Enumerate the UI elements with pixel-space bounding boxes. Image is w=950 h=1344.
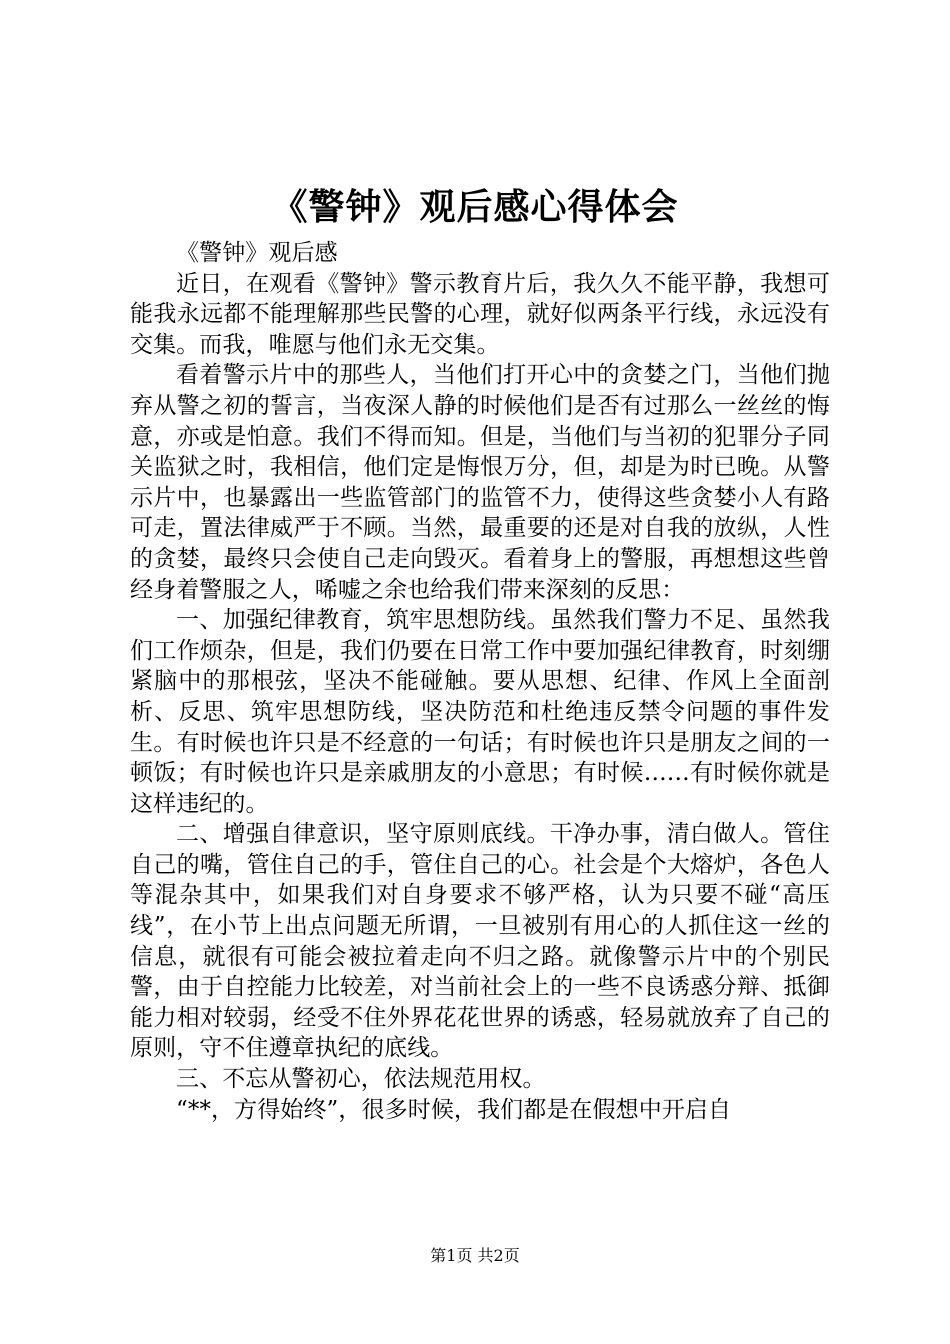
document-body [130,238,830,1125]
page-footer: 第1页 共2页 [430,1246,520,1265]
paragraph-reflection: 看着警示片中的那些人，当他们打开心中的贪婪之门，当他们抛弃从警之初的誓言，当夜深人静的时候他们是否有过那么一丝丝的悔意，亦或是怕意。我们不得而知。但是，当他们与当初的犯罪分子同关监狱之时，我相信，他们定是悔恨万分，但，却是为时已晚。从警示片中，也暴露出一些监管部门的监管不力，使得这些贪婪小人有路可走，置法律威严于不顾。当然，最重要的还是对自我的放纵，人性的贪婪，最终只会使自己走向毁灭。看着身上的警服，再想想这些曾经身着警服之人，唏嘘之余也给我们带来深刻的反思： [130,362,830,603]
paragraph-subtitle: 《警钟》观后感 [176,240,338,266]
paragraph-point-two: 二、增强自律意识，坚守原则底线。干净办事，清白做人。管住自己的嘴，管住自己的手，管住自己的心。社会是个大熔炉，各色人等混杂其中，如果我们对自身要求不够严格，认为只要不碰“高压线”，在小节上出点问题无所谓，一旦被别有用心的人抓住这一丝的信息，就很有可能会被拉着走向不归之路。就像警示片中的个别民警，由于自控能力比较差，对当前社会上的一些不良诱惑分辩、抵御能力相对较弱，经受不住外界花花世界的诱惑，轻易就放弃了自己的原则，守不住遵章执纪的底线。 [130,821,830,1062]
document-title: 《警钟》观后感心得体会 [271,186,679,228]
paragraph-point-three: 三、不忘从警初心，依法规范用权。 [176,1066,546,1093]
paragraph-intro: 近日，在观看《警钟》警示教育片后，我久久不能平静，我想可能我永远都不能理解那些民警的心理，就好似两条平行线，永远没有交集。而我，唯愿与他们永无交集。 [130,270,830,358]
paragraph-continued: “**，方得始终”，很多时候，我们都是在假想中开启自 [176,1096,732,1123]
paragraph-point-one: 一、加强纪律教育，筑牢思想防线。虽然我们警力不足、虽然我们工作烦杂，但是，我们仍要在日常工作中要加强纪律教育，时刻绷紧脑中的那根弦，坚决不能碰触。要从思想、纪律、作风上全面剖析、反思、筑牢思想防线，坚决防范和杜绝违反禁令问题的事件发生。有时候也许只是不经意的一句话；有时候也许只是朋友之间的一顿饭；有时候也许只是亲戚朋友的小意思；有时候……有时候你就是这样违纪的。 [130,607,830,817]
